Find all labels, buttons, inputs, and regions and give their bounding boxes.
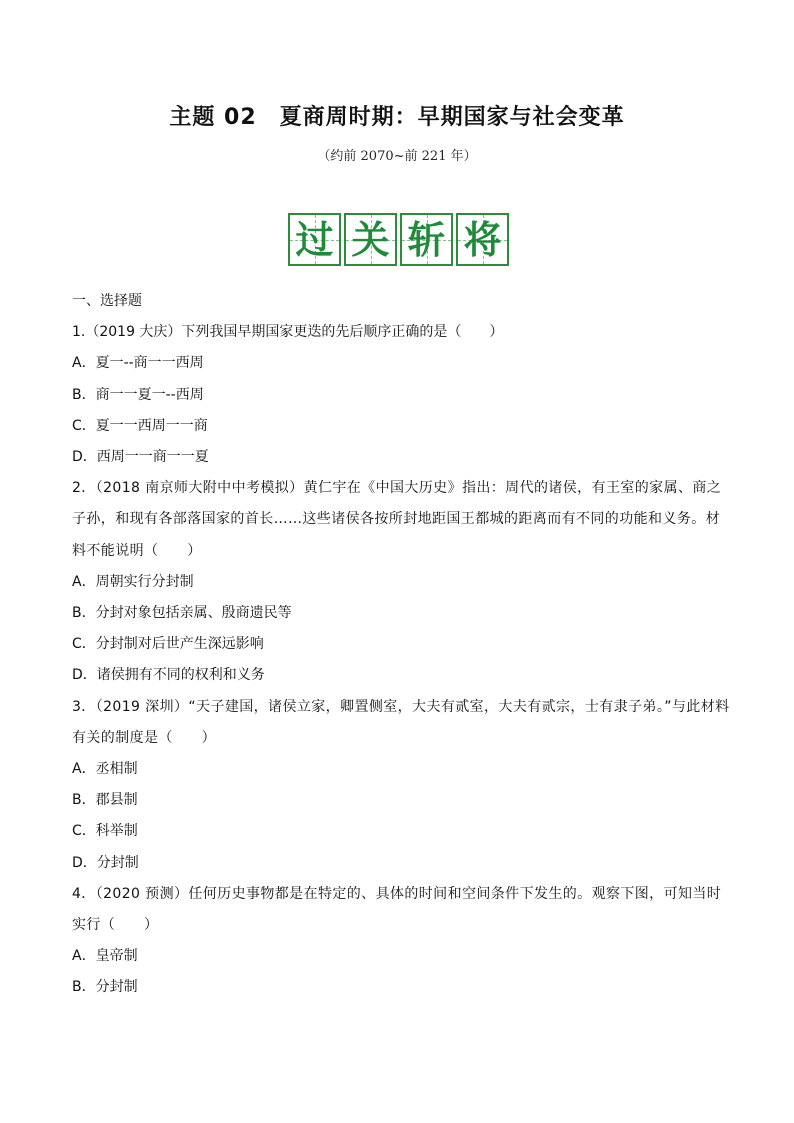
question-content (72, 286, 732, 1004)
banner-char: 斩 (407, 216, 446, 262)
page-subtitle: （约前 2070~前 221 年） (317, 149, 477, 164)
option-b: B．郡县制 (72, 792, 138, 809)
banner-cell (344, 213, 397, 266)
option-d: D．诸侯拥有不同的权利和义务 (72, 667, 265, 684)
question-stem: 4．（2020 预测）任何历史事物都是在特定的、具体的时间和空间条件下发生的。观察下图，可知当时实行（ ） (72, 885, 722, 934)
question-4 (72, 879, 732, 1004)
option-a: A．皇帝制 (72, 948, 138, 965)
question-2 (72, 473, 732, 691)
option-a: A．丞相制 (72, 761, 138, 778)
option-a: A．周朝实行分封制 (72, 573, 194, 590)
banner-char: 关 (351, 216, 390, 262)
guoguan-zhanjiang-banner (288, 213, 509, 266)
option-a: A．夏一--商一一西周 (72, 355, 204, 372)
question-3 (72, 692, 732, 879)
option-c: C．分封制对后世产生深远影响 (72, 636, 264, 653)
page-title: 主题 02 夏商周时期：早期国家与社会变革 (169, 105, 625, 130)
option-d: D．分封制 (72, 854, 139, 871)
banner-cell (400, 213, 453, 266)
option-c: C．夏一一西周一一商 (72, 417, 208, 434)
option-d: D．西周一一商一一夏 (72, 449, 209, 466)
option-b: B．商一一夏一--西周 (72, 386, 204, 403)
banner-cell (456, 213, 509, 266)
section-heading: 一、选择题 (72, 293, 142, 309)
question-stem: 1.（2019 大庆）下列我国早期国家更迭的先后顺序正确的是（ ） (72, 324, 504, 341)
question-stem: 2．（2018 南京师大附中中考模拟）黄仁宇在《中国大历史》指出：周代的诸侯，有王室的家属、商之子孙，和现有各部落国家的首长……这些诸侯各按所封地距国王都城的距离而有不同的功能和义务。材料不能说明（ ） (72, 480, 722, 559)
option-c: C．科举制 (72, 823, 138, 840)
question-stem: 3．（2019 深圳）“天子建国，诸侯立家，卿置侧室，大夫有贰室，大夫有贰宗，士有隶子弟。”与此材料有关的制度是（ ） (72, 698, 730, 746)
banner-char: 将 (463, 216, 502, 262)
banner-char: 过 (295, 216, 334, 262)
banner-cell (288, 213, 341, 266)
option-b: B．分封制 (72, 979, 138, 996)
question-1 (72, 317, 732, 473)
option-b: B．分封对象包括亲属、殷商遗民等 (72, 605, 292, 622)
